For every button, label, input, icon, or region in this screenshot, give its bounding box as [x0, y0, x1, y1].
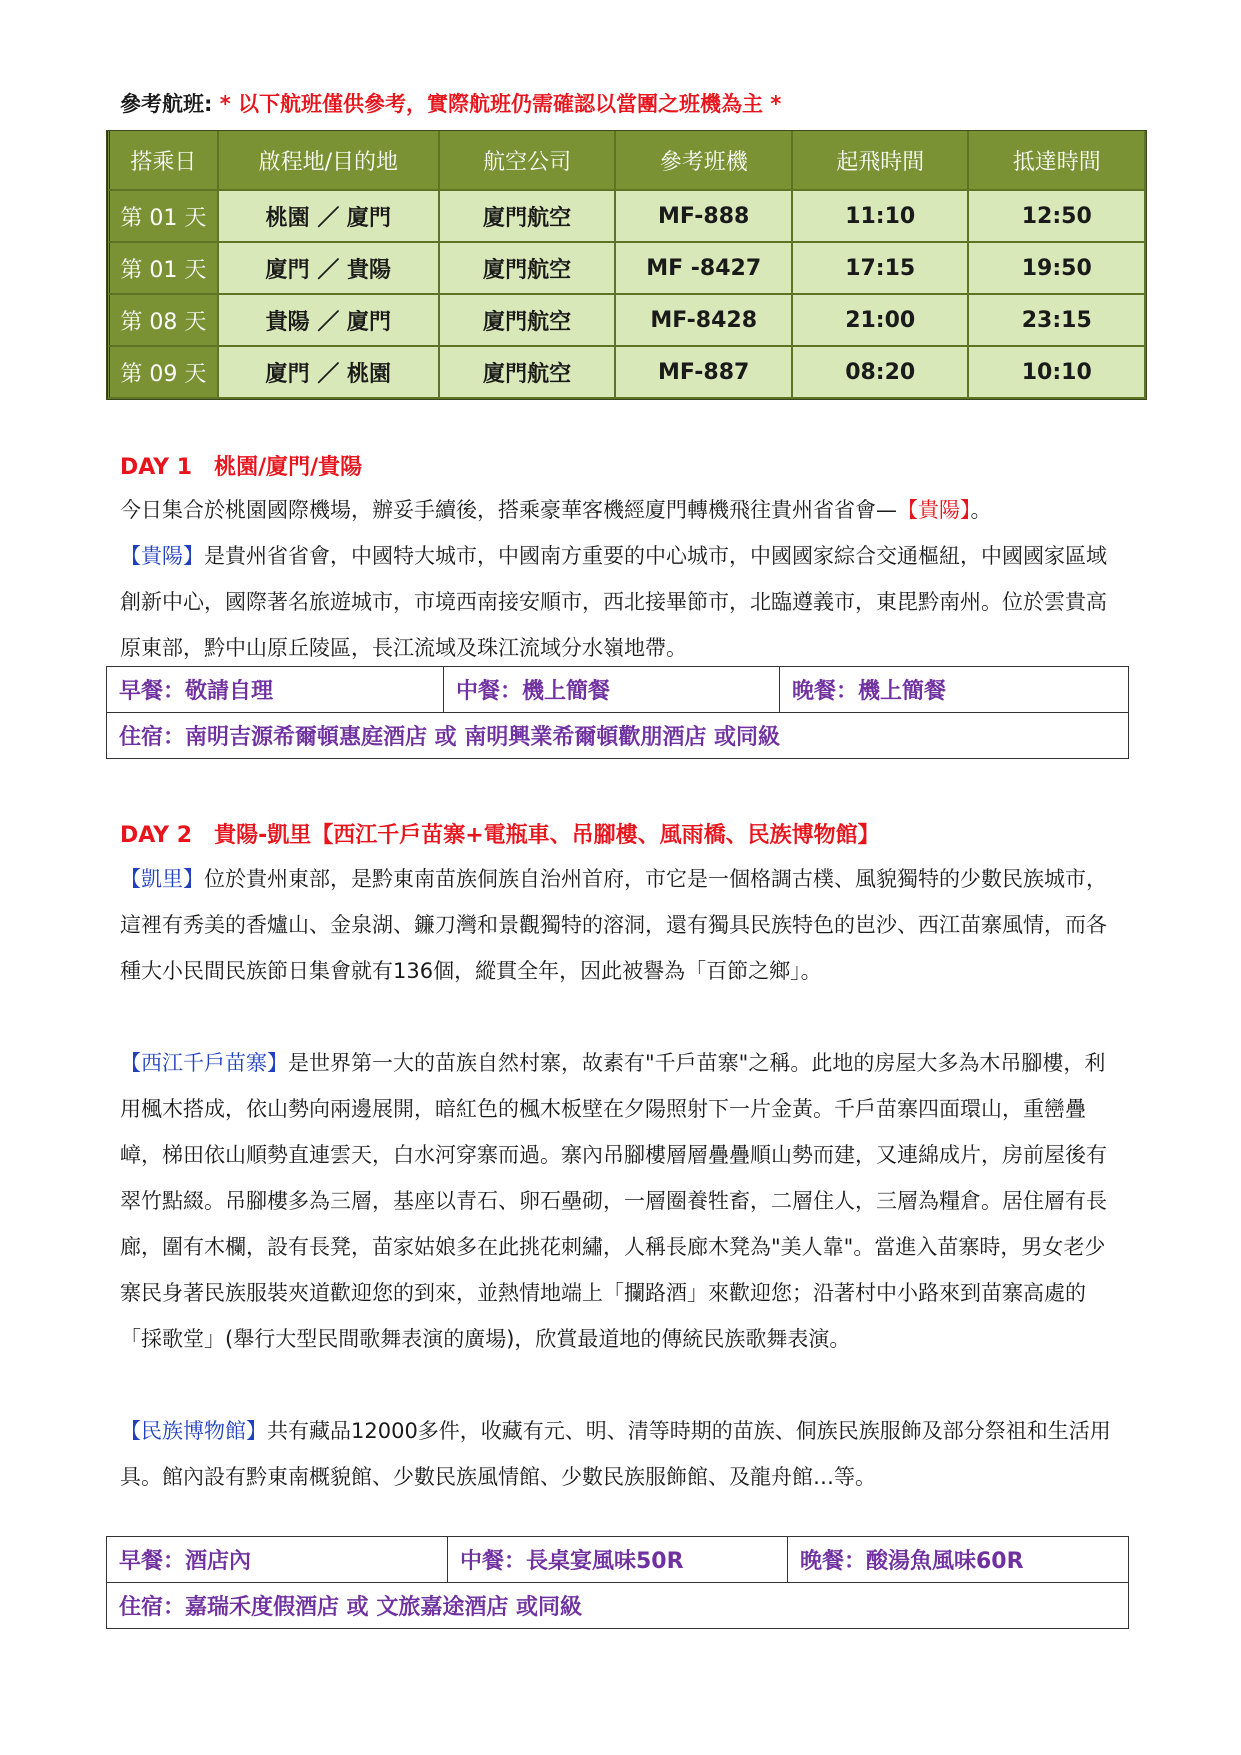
table-cell: 23:15 — [969, 295, 1146, 347]
table-cell: 08:20 — [793, 347, 970, 399]
table-cell: MF-888 — [616, 191, 793, 243]
dinner-cell: 晚餐：酸湯魚風味60R — [787, 1537, 1128, 1582]
table-cell: 12:50 — [969, 191, 1146, 243]
day1-paragraph-1 — [120, 487, 1120, 533]
day2-title: DAY 2 貴陽-凱里【西江千戶苗寨+電瓶車、吊腳樓、風雨橋、民族博物館】 — [120, 823, 880, 848]
day1-p1-end: 。 — [970, 498, 992, 522]
table-cell: 桃園 ／ 廈門 — [219, 191, 440, 243]
day2-p1-text: 位於貴州東部，是黔東南苗族侗族自治州首府，市它是一個格調古樸、風貌獨特的少數民族城市，這裡有秀美的香爐山、金泉湖、鐮刀灣和景觀獨特的溶洞，還有獨具民族特色的岜沙、西江苗寨風情，而各種大小民間民族節日集會就有136個，縱貫全年，因此被譽為「百節之鄉」。 — [120, 867, 1107, 983]
dinner-cell: 晚餐：機上簡餐 — [779, 667, 1128, 712]
notice-text: * 以下航班僅供參考，實際航班仍需確認以當團之班機為主 * — [212, 92, 782, 116]
table-cell: MF-8428 — [616, 295, 793, 347]
day2-p3-highlight: 【民族博物館】 — [120, 1419, 267, 1443]
table-cell: 第 08 天 — [107, 295, 219, 347]
day2-p1-highlight: 【凱里】 — [120, 867, 204, 891]
table-cell: 21:00 — [793, 295, 970, 347]
day1-meal-box — [106, 666, 1129, 759]
header-cell: 抵達時間 — [969, 131, 1146, 191]
day2-meal-box — [106, 1536, 1129, 1629]
table-cell: 第 01 天 — [107, 243, 219, 295]
header-cell: 起飛時間 — [793, 131, 970, 191]
day1-p2-highlight: 【貴陽】 — [120, 544, 204, 568]
day1-p2-text: 是貴州省省會，中國特大城市，中國南方重要的中心城市，中國國家綜合交通樞紐，中國國家區域創新中心，國際著名旅遊城市，市境西南接安順市，西北接畢節市，北臨遵義市，東毘黔南州。位於雲貴高原東部，黔中山原丘陵區，長江流域及珠江流域分水嶺地帶。 — [120, 544, 1107, 660]
day2-paragraph-3 — [120, 1408, 1120, 1500]
hotel-cell: 住宿：嘉瑞禾度假酒店 或 文旅嘉途酒店 或同級 — [119, 1595, 582, 1620]
header-cell: 參考班機 — [616, 131, 793, 191]
header-cell: 航空公司 — [440, 131, 617, 191]
day2-paragraph-1 — [120, 856, 1120, 994]
table-row — [107, 243, 1146, 295]
table-cell: 第 09 天 — [107, 347, 219, 399]
table-cell: 10:10 — [969, 347, 1146, 399]
table-cell: 廈門航空 — [440, 347, 617, 399]
day1-p1-text: 今日集合於桃園國際機場，辦妥手續後，搭乘豪華客機經廈門轉機飛往貴州省省會— — [120, 498, 897, 522]
table-cell: 第 01 天 — [107, 191, 219, 243]
table-cell: 廈門 ／ 桃園 — [219, 347, 440, 399]
lunch-cell: 中餐：機上簡餐 — [443, 667, 779, 712]
day2-p3-text: 共有藏品12000多件，收藏有元、明、清等時期的苗族、侗族民族服飾及部分祭祖和生活用具。館內設有黔東南概貌館、少數民族風情館、少數民族服飾館、及龍舟館…等。 — [120, 1419, 1111, 1489]
breakfast-cell: 早餐：酒店內 — [119, 1549, 252, 1574]
header-cell: 搭乘日 — [107, 131, 219, 191]
table-cell: MF -8427 — [616, 243, 793, 295]
meal-row — [107, 1537, 1128, 1582]
day2-paragraph-2 — [120, 1040, 1120, 1362]
day1-paragraph-2 — [120, 533, 1120, 671]
flight-table — [106, 130, 1147, 400]
breakfast-cell: 早餐：敬請自理 — [119, 679, 274, 704]
table-cell: 11:10 — [793, 191, 970, 243]
notice-label: 參考航班: — [120, 92, 213, 116]
hotel-cell: 住宿：南明吉源希爾頓惠庭酒店 或 南明興業希爾頓歡朋酒店 或同級 — [119, 725, 780, 750]
table-cell: MF-887 — [616, 347, 793, 399]
table-cell: 廈門航空 — [440, 191, 617, 243]
table-cell: 19:50 — [969, 243, 1146, 295]
day1-title: DAY 1 桃園/廈門/貴陽 — [120, 455, 363, 480]
table-row — [107, 347, 1146, 399]
hotel-row — [107, 1582, 1128, 1628]
header-cell: 啟程地/目的地 — [219, 131, 440, 191]
table-cell: 貴陽 ／ 廈門 — [219, 295, 440, 347]
table-row — [107, 191, 1146, 243]
day2-p2-text: 是世界第一大的苗族自然村寨，故素有"千戶苗寨"之稱。此地的房屋大多為木吊腳樓，利用楓木搭成，依山勢向兩邊展開，暗紅色的楓木板壁在夕陽照射下一片金黃。千戶苗寨四面環山，重巒疊嶂，梯田依山順勢直連雲天，白水河穿寨而過。寨內吊腳樓層層疊疊順山勢而建，又連綿成片，房前屋後有翠竹點綴。吊腳樓多為三層，基座以青石、卵石壘砌，一層圈養牲畜，二層住人，三層為糧倉。居住層有長廊，圍有木欄，設有長凳，苗家姑娘多在此挑花刺繡，人稱長廊木凳為"美人靠"。當進入苗寨時，男女老少寨民身著民族服裝夾道歡迎您的到來，並熱情地端上「攔路酒」來歡迎您；沿著村中小路來到苗寨高處的「採歌堂」(舉行大型民間歌舞表演的廣場)，欣賞最道地的傳統民族歌舞表演。 — [120, 1051, 1107, 1351]
day1-p1-highlight: 【貴陽】 — [897, 498, 971, 522]
lunch-cell: 中餐：長桌宴風味50R — [447, 1537, 787, 1582]
table-cell: 廈門航空 — [440, 295, 617, 347]
flight-table-header — [107, 131, 1146, 191]
table-cell: 廈門航空 — [440, 243, 617, 295]
meal-row — [107, 667, 1128, 712]
table-row — [107, 295, 1146, 347]
flight-notice — [120, 88, 781, 118]
table-cell: 廈門 ／ 貴陽 — [219, 243, 440, 295]
table-cell: 17:15 — [793, 243, 970, 295]
day2-p2-highlight: 【西江千戶苗寨】 — [120, 1051, 288, 1075]
hotel-row — [107, 712, 1128, 758]
